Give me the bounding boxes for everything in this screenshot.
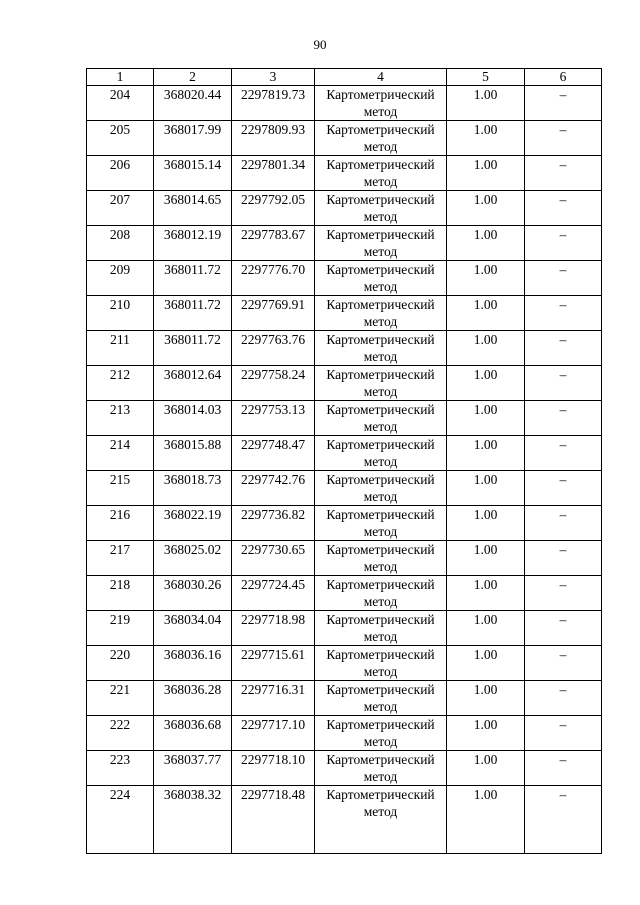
x-coordinate-cell: 368036.16 bbox=[154, 646, 232, 681]
note-cell: – bbox=[525, 681, 602, 716]
table-row bbox=[87, 716, 602, 751]
table-row bbox=[87, 646, 602, 681]
x-coordinate-cell: 368015.88 bbox=[154, 436, 232, 471]
method-cell: Картометрический метод bbox=[315, 401, 447, 436]
table-row bbox=[87, 751, 602, 786]
table-row bbox=[87, 786, 602, 854]
note-cell: – bbox=[525, 506, 602, 541]
table-row bbox=[87, 576, 602, 611]
y-coordinate-cell: 2297742.76 bbox=[232, 471, 315, 506]
precision-cell: 1.00 bbox=[447, 191, 525, 226]
column-header: 3 bbox=[232, 69, 315, 86]
note-cell: – bbox=[525, 226, 602, 261]
point-number-cell: 209 bbox=[87, 261, 154, 296]
x-coordinate-cell: 368015.14 bbox=[154, 156, 232, 191]
precision-cell: 1.00 bbox=[447, 156, 525, 191]
table-row bbox=[87, 471, 602, 506]
method-cell: Картометрический метод bbox=[315, 226, 447, 261]
y-coordinate-cell: 2297758.24 bbox=[232, 366, 315, 401]
point-number-cell: 213 bbox=[87, 401, 154, 436]
table-header-row bbox=[87, 69, 602, 86]
precision-cell: 1.00 bbox=[447, 506, 525, 541]
note-cell: – bbox=[525, 191, 602, 226]
note-cell: – bbox=[525, 471, 602, 506]
column-header: 4 bbox=[315, 69, 447, 86]
y-coordinate-cell: 2297718.48 bbox=[232, 786, 315, 854]
table-row bbox=[87, 121, 602, 156]
point-number-cell: 205 bbox=[87, 121, 154, 156]
note-cell: – bbox=[525, 401, 602, 436]
y-coordinate-cell: 2297809.93 bbox=[232, 121, 315, 156]
y-coordinate-cell: 2297792.05 bbox=[232, 191, 315, 226]
note-cell: – bbox=[525, 541, 602, 576]
method-cell: Картометрический метод bbox=[315, 716, 447, 751]
y-coordinate-cell: 2297769.91 bbox=[232, 296, 315, 331]
point-number-cell: 212 bbox=[87, 366, 154, 401]
method-cell: Картометрический метод bbox=[315, 506, 447, 541]
note-cell: – bbox=[525, 786, 602, 854]
precision-cell: 1.00 bbox=[447, 226, 525, 261]
precision-cell: 1.00 bbox=[447, 436, 525, 471]
method-cell: Картометрический метод bbox=[315, 436, 447, 471]
table-row bbox=[87, 331, 602, 366]
x-coordinate-cell: 368036.68 bbox=[154, 716, 232, 751]
table-row bbox=[87, 611, 602, 646]
precision-cell: 1.00 bbox=[447, 261, 525, 296]
y-coordinate-cell: 2297718.98 bbox=[232, 611, 315, 646]
precision-cell: 1.00 bbox=[447, 576, 525, 611]
y-coordinate-cell: 2297783.67 bbox=[232, 226, 315, 261]
point-number-cell: 222 bbox=[87, 716, 154, 751]
precision-cell: 1.00 bbox=[447, 296, 525, 331]
x-coordinate-cell: 368025.02 bbox=[154, 541, 232, 576]
column-header: 5 bbox=[447, 69, 525, 86]
precision-cell: 1.00 bbox=[447, 366, 525, 401]
point-number-cell: 208 bbox=[87, 226, 154, 261]
y-coordinate-cell: 2297801.34 bbox=[232, 156, 315, 191]
point-number-cell: 223 bbox=[87, 751, 154, 786]
x-coordinate-cell: 368011.72 bbox=[154, 331, 232, 366]
note-cell: – bbox=[525, 576, 602, 611]
note-cell: – bbox=[525, 366, 602, 401]
method-cell: Картометрический метод bbox=[315, 191, 447, 226]
x-coordinate-cell: 368022.19 bbox=[154, 506, 232, 541]
method-cell: Картометрический метод bbox=[315, 751, 447, 786]
y-coordinate-cell: 2297753.13 bbox=[232, 401, 315, 436]
column-header: 2 bbox=[154, 69, 232, 86]
table-row bbox=[87, 401, 602, 436]
note-cell: – bbox=[525, 436, 602, 471]
y-coordinate-cell: 2297819.73 bbox=[232, 86, 315, 121]
precision-cell: 1.00 bbox=[447, 751, 525, 786]
point-number-cell: 224 bbox=[87, 786, 154, 854]
table-row bbox=[87, 261, 602, 296]
table-body bbox=[87, 86, 602, 854]
note-cell: – bbox=[525, 611, 602, 646]
note-cell: – bbox=[525, 331, 602, 366]
point-number-cell: 207 bbox=[87, 191, 154, 226]
x-coordinate-cell: 368017.99 bbox=[154, 121, 232, 156]
table-row bbox=[87, 436, 602, 471]
note-cell: – bbox=[525, 121, 602, 156]
precision-cell: 1.00 bbox=[447, 611, 525, 646]
note-cell: – bbox=[525, 296, 602, 331]
method-cell: Картометрический метод bbox=[315, 331, 447, 366]
point-number-cell: 211 bbox=[87, 331, 154, 366]
point-number-cell: 204 bbox=[87, 86, 154, 121]
column-header: 1 bbox=[87, 69, 154, 86]
x-coordinate-cell: 368030.26 bbox=[154, 576, 232, 611]
precision-cell: 1.00 bbox=[447, 646, 525, 681]
x-coordinate-cell: 368034.04 bbox=[154, 611, 232, 646]
precision-cell: 1.00 bbox=[447, 471, 525, 506]
table-row bbox=[87, 366, 602, 401]
y-coordinate-cell: 2297715.61 bbox=[232, 646, 315, 681]
point-number-cell: 219 bbox=[87, 611, 154, 646]
x-coordinate-cell: 368012.19 bbox=[154, 226, 232, 261]
precision-cell: 1.00 bbox=[447, 331, 525, 366]
x-coordinate-cell: 368011.72 bbox=[154, 296, 232, 331]
point-number-cell: 215 bbox=[87, 471, 154, 506]
table-row bbox=[87, 86, 602, 121]
method-cell: Картометрический метод bbox=[315, 576, 447, 611]
method-cell: Картометрический метод bbox=[315, 261, 447, 296]
y-coordinate-cell: 2297716.31 bbox=[232, 681, 315, 716]
table-row bbox=[87, 226, 602, 261]
y-coordinate-cell: 2297776.70 bbox=[232, 261, 315, 296]
x-coordinate-cell: 368038.32 bbox=[154, 786, 232, 854]
x-coordinate-cell: 368014.65 bbox=[154, 191, 232, 226]
y-coordinate-cell: 2297748.47 bbox=[232, 436, 315, 471]
method-cell: Картометрический метод bbox=[315, 541, 447, 576]
point-number-cell: 220 bbox=[87, 646, 154, 681]
point-number-cell: 210 bbox=[87, 296, 154, 331]
method-cell: Картометрический метод bbox=[315, 366, 447, 401]
x-coordinate-cell: 368020.44 bbox=[154, 86, 232, 121]
precision-cell: 1.00 bbox=[447, 121, 525, 156]
precision-cell: 1.00 bbox=[447, 716, 525, 751]
method-cell: Картометрический метод bbox=[315, 611, 447, 646]
coordinates-table bbox=[86, 68, 602, 854]
x-coordinate-cell: 368014.03 bbox=[154, 401, 232, 436]
y-coordinate-cell: 2297724.45 bbox=[232, 576, 315, 611]
table-row bbox=[87, 681, 602, 716]
method-cell: Картометрический метод bbox=[315, 471, 447, 506]
table-row bbox=[87, 156, 602, 191]
column-header: 6 bbox=[525, 69, 602, 86]
table-row bbox=[87, 191, 602, 226]
page-number: 90 bbox=[313, 37, 327, 52]
x-coordinate-cell: 368018.73 bbox=[154, 471, 232, 506]
x-coordinate-cell: 368036.28 bbox=[154, 681, 232, 716]
note-cell: – bbox=[525, 751, 602, 786]
y-coordinate-cell: 2297763.76 bbox=[232, 331, 315, 366]
x-coordinate-cell: 368011.72 bbox=[154, 261, 232, 296]
method-cell: Картометрический метод bbox=[315, 681, 447, 716]
method-cell: Картометрический метод bbox=[315, 121, 447, 156]
y-coordinate-cell: 2297718.10 bbox=[232, 751, 315, 786]
y-coordinate-cell: 2297717.10 bbox=[232, 716, 315, 751]
note-cell: – bbox=[525, 646, 602, 681]
note-cell: – bbox=[525, 156, 602, 191]
point-number-cell: 217 bbox=[87, 541, 154, 576]
method-cell: Картометрический метод bbox=[315, 646, 447, 681]
note-cell: – bbox=[525, 716, 602, 751]
precision-cell: 1.00 bbox=[447, 786, 525, 854]
precision-cell: 1.00 bbox=[447, 681, 525, 716]
y-coordinate-cell: 2297730.65 bbox=[232, 541, 315, 576]
precision-cell: 1.00 bbox=[447, 86, 525, 121]
point-number-cell: 221 bbox=[87, 681, 154, 716]
method-cell: Картометрический метод bbox=[315, 156, 447, 191]
y-coordinate-cell: 2297736.82 bbox=[232, 506, 315, 541]
x-coordinate-cell: 368012.64 bbox=[154, 366, 232, 401]
note-cell: – bbox=[525, 261, 602, 296]
point-number-cell: 218 bbox=[87, 576, 154, 611]
table-row bbox=[87, 541, 602, 576]
method-cell: Картометрический метод bbox=[315, 86, 447, 121]
precision-cell: 1.00 bbox=[447, 401, 525, 436]
precision-cell: 1.00 bbox=[447, 541, 525, 576]
table-row bbox=[87, 296, 602, 331]
point-number-cell: 214 bbox=[87, 436, 154, 471]
note-cell: – bbox=[525, 86, 602, 121]
point-number-cell: 206 bbox=[87, 156, 154, 191]
method-cell: Картометрический метод bbox=[315, 786, 447, 854]
point-number-cell: 216 bbox=[87, 506, 154, 541]
method-cell: Картометрический метод bbox=[315, 296, 447, 331]
table-row bbox=[87, 506, 602, 541]
x-coordinate-cell: 368037.77 bbox=[154, 751, 232, 786]
